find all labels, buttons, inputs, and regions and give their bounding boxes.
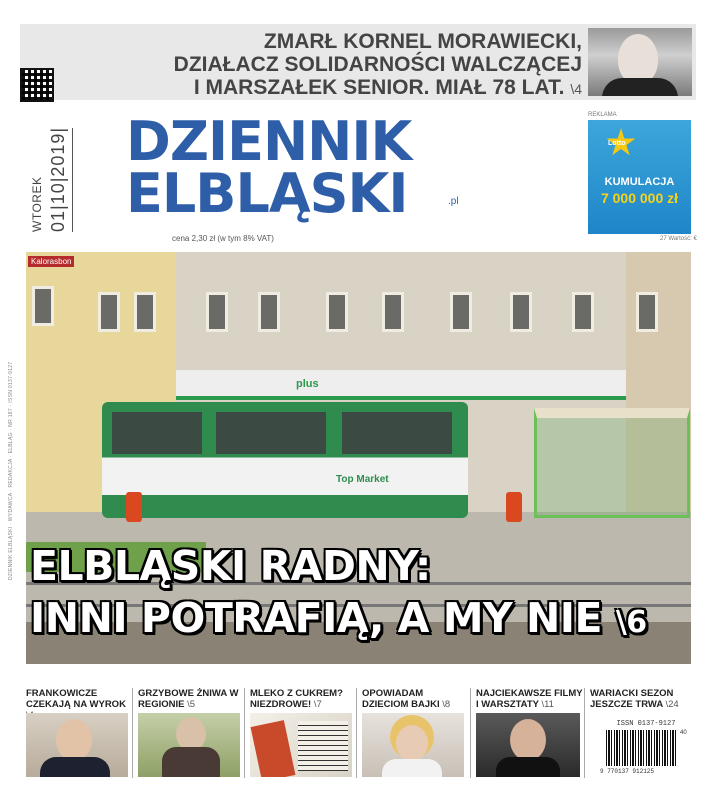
lotto-amount: 7 000 000 zł [600, 190, 679, 206]
portrait-head [396, 725, 428, 761]
teaser-title-text: NAJCIEKAWSZE FILMY I WARSZTATY [476, 688, 583, 710]
teaser-title [476, 688, 584, 710]
logo-line1: DZIENNIK [126, 110, 412, 173]
window [572, 292, 594, 332]
date-number: 01|10|2019| [48, 126, 68, 232]
top-story-line2: DZIAŁACZ SOLIDARNOŚCI WALCZĄCEJ [173, 53, 582, 76]
photo-plus-sign: plus [296, 378, 319, 390]
teaser-title [138, 688, 246, 710]
teaser-photo [476, 713, 580, 777]
teaser-title-text: GRZYBOWE ŻNIWA W REGIONIE [138, 688, 239, 710]
window [98, 292, 120, 332]
teaser-title-text: OPOWIADAM DZIECIOM BAJKI [362, 688, 440, 710]
teaser-title-text: FRANKOWICZE CZEKAJĄ NA WYROK [26, 688, 126, 710]
teaser-page-ref: \8 [442, 699, 451, 710]
ad-label: REKLAMA [588, 112, 617, 118]
teaser-mleko[interactable] [250, 688, 358, 778]
portrait-head [176, 717, 206, 751]
teaser-filmy[interactable] [476, 688, 586, 778]
window [510, 292, 532, 332]
portrait-head [510, 719, 546, 761]
teaser-divider [470, 688, 471, 778]
teaser-photo [138, 713, 240, 777]
barcode-bars [606, 730, 676, 766]
window [258, 292, 280, 332]
qr-code-icon[interactable] [20, 68, 54, 102]
portrait-body [382, 759, 442, 777]
teaser-frankowicze[interactable] [26, 688, 134, 778]
teaser-title [590, 688, 698, 710]
portrait-head [618, 34, 658, 84]
lotto-title: KUMULACJA [604, 176, 675, 188]
photo-bin [126, 492, 142, 522]
newspaper-logo[interactable] [126, 110, 412, 225]
barcode [600, 720, 692, 778]
date-divider [72, 128, 73, 232]
main-headline-line1: ELBLĄSKI RADNY: [30, 542, 431, 590]
side-imprint: DZIENNIK ELBLĄSKI · WYDAWCA · REDAKCJA · ELBLĄG · NR 187 · ISSN 0137-9127 [8, 361, 14, 580]
portrait-body [496, 757, 560, 777]
portrait-suit [602, 78, 678, 96]
main-headline-line2-text: INNI POTRAFIĄ, A MY NIE [30, 594, 603, 642]
window [32, 286, 54, 326]
teaser-title-text: MLEKO Z CUKREM? NIEZDROWE! [250, 688, 343, 710]
window [450, 292, 472, 332]
portrait-suit [40, 757, 110, 777]
lotto-footnote: 27 Wartość: € [660, 236, 697, 242]
barcode-number: 9 770137 912125 [600, 768, 655, 775]
teaser-divider [132, 688, 133, 778]
photo-bin [506, 492, 522, 522]
logo-line2: ELBLĄSKI [126, 162, 408, 225]
issn-label: ISSN 0137-9127 [616, 720, 676, 728]
tram-window [112, 412, 202, 454]
window [206, 292, 228, 332]
product-carton [251, 720, 296, 777]
barcode-suffix: 40 [680, 730, 687, 736]
teaser-title [362, 688, 470, 710]
logo-suffix: .pl [448, 196, 459, 207]
top-story-line1: ZMARŁ KORNEL MORAWIECKI, [263, 30, 582, 53]
price-label: cena 2,30 zł (w tym 8% VAT) [172, 234, 274, 243]
teaser-photo [250, 713, 352, 777]
teaser-page-ref: \24 [665, 699, 679, 710]
top-story-line3-text: I MARSZAŁEK SENIOR. MIAŁ 78 LAT. [193, 76, 565, 99]
window [326, 292, 348, 332]
top-story-photo[interactable] [588, 28, 692, 96]
main-headline-page-ref: \6 [615, 605, 647, 640]
date-weekday: WTOREK [30, 176, 44, 232]
window [134, 292, 156, 332]
tram-window [216, 412, 326, 454]
teaser-grzybowe[interactable] [138, 688, 246, 778]
top-story-line3 [162, 76, 582, 101]
window [382, 292, 404, 332]
tram-window [342, 412, 452, 454]
teaser-page-ref: \7 [313, 699, 322, 710]
tram-ad-text: Top Market [336, 474, 389, 485]
teaser-page-ref: \11 [541, 699, 554, 710]
photo-tram-shelter-right [534, 408, 690, 518]
portrait-head [56, 719, 92, 761]
lotto-brand: Lotto [608, 140, 626, 147]
teaser-photo [26, 713, 128, 777]
teaser-divider [584, 688, 585, 778]
teaser-divider [356, 688, 357, 778]
teaser-divider [244, 688, 245, 778]
portrait-body [162, 747, 220, 777]
main-headline-line2 [30, 592, 690, 649]
top-story-headline[interactable] [162, 30, 582, 101]
teaser-opowiadam[interactable] [362, 688, 470, 778]
window [636, 292, 658, 332]
photo-shop-front [176, 370, 626, 400]
teaser-title [250, 688, 358, 710]
product-label [298, 721, 348, 771]
teaser-photo [362, 713, 464, 777]
teaser-title-text: WARIACKI SEZON JESZCZE TRWA [590, 688, 674, 710]
main-headline[interactable] [30, 540, 690, 649]
top-story-page-ref: \4 [570, 81, 582, 97]
date-block [24, 128, 74, 232]
photo-shop-sign: Kalorasbon [28, 256, 74, 267]
teaser-page-ref: \5 [187, 699, 196, 710]
